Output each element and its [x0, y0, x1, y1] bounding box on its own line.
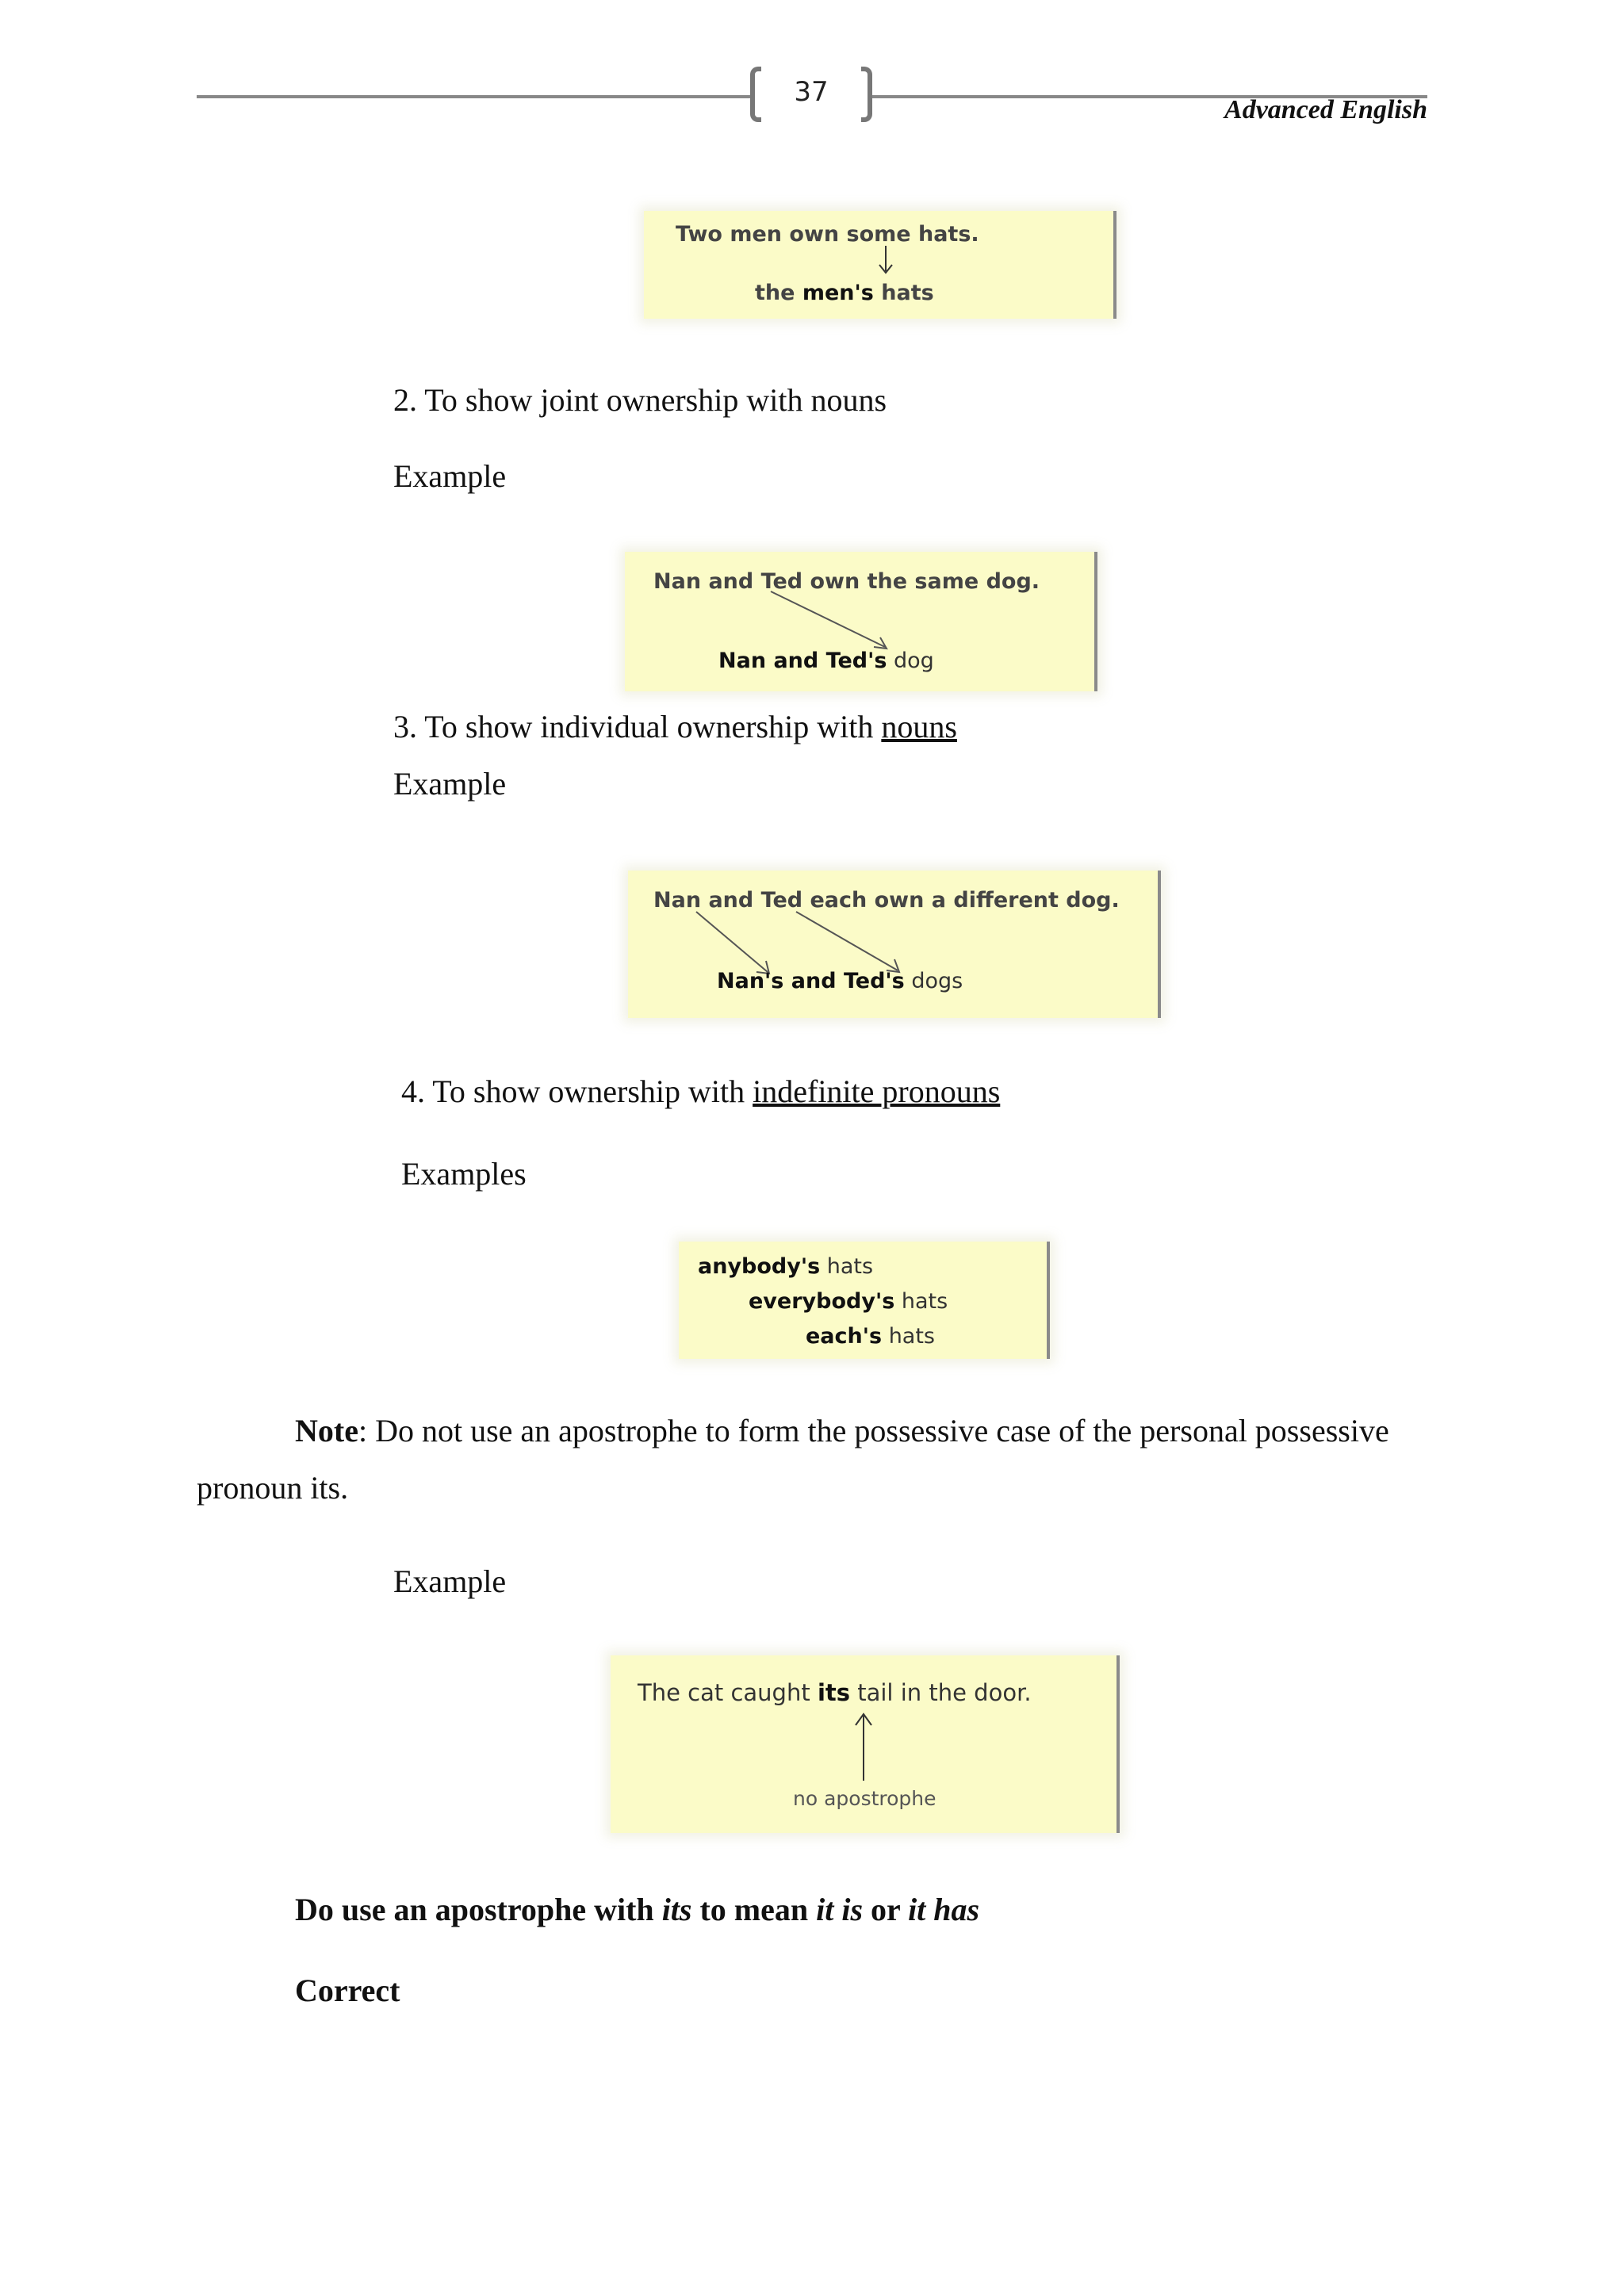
figure-sentence-prefix: The cat caught — [638, 1679, 818, 1706]
diagonal-arrows-icon — [628, 871, 1158, 1018]
figure-sentence: Nan and Ted each own a different dog. — [653, 888, 1120, 913]
rule-it-is: it is — [816, 1892, 864, 1927]
examples-label: Examples — [401, 1156, 527, 1192]
example-label-1: Example — [393, 458, 507, 494]
rule-heading — [295, 1890, 979, 1930]
indefinite-pronouns-link[interactable]: indefinite pronouns — [753, 1073, 1001, 1109]
figure-line-3-bold: each's — [806, 1324, 883, 1349]
figure-result-bold: Nan's and Ted's — [717, 969, 905, 993]
note-paragraph-line-2: pronoun its. — [197, 1470, 349, 1506]
figure-sentence: Nan and Ted own the same dog. — [653, 569, 1040, 594]
figure-sentence: Two men own some hats. — [676, 222, 979, 247]
figure-line-1-suffix: hats — [820, 1254, 874, 1279]
figure-line-3-suffix: hats — [882, 1324, 936, 1349]
figure-result-suffix: dogs — [904, 969, 963, 993]
rule-its: its — [661, 1892, 692, 1927]
note-text: : Do not use an apostrophe to form the possessive case of the personal possessive — [358, 1413, 1389, 1448]
correct-label: Correct — [295, 1973, 400, 2008]
figure-result-suffix: hats — [873, 281, 934, 305]
figure-result — [717, 969, 963, 993]
rule-text-a: Do use an apostrophe with — [295, 1892, 662, 1927]
example-label-3: Example — [393, 1563, 507, 1599]
page-number-bracket-right — [861, 67, 872, 122]
example-figure-joint-ownership — [625, 552, 1097, 691]
figure-caption: no apostrophe — [793, 1787, 936, 1810]
rule-it-has: it has — [908, 1892, 980, 1927]
example-figure-indefinite-pronouns — [679, 1242, 1050, 1359]
list-item-3-text: 3. To show individual ownership with — [393, 709, 882, 744]
figure-line-1-bold: anybody's — [698, 1254, 821, 1279]
page-number-bracket-left — [750, 67, 761, 122]
figure-line-3 — [806, 1324, 935, 1349]
example-label-2: Example — [393, 766, 507, 802]
figure-sentence-suffix: tail in the door. — [850, 1679, 1032, 1706]
list-item-4 — [401, 1072, 1000, 1112]
rule-text-b: to mean — [691, 1892, 817, 1927]
nouns-link[interactable]: nouns — [881, 709, 957, 744]
figure-result-prefix: the — [755, 281, 802, 305]
figure-result — [718, 649, 934, 673]
header-rule-left — [197, 95, 752, 98]
example-figure-its — [611, 1655, 1120, 1833]
figure-result-bold: Nan and Ted's — [718, 649, 887, 673]
note-paragraph-line-1 — [295, 1411, 1389, 1451]
running-header-title: Advanced English — [1224, 95, 1427, 124]
figure-line-2-bold: everybody's — [749, 1289, 895, 1314]
figure-line-2-suffix: hats — [894, 1289, 948, 1314]
figure-result — [755, 281, 934, 305]
figure-sentence-bold: its — [817, 1679, 851, 1706]
list-item-2: 2. To show joint ownership with nouns — [393, 382, 887, 418]
list-item-3 — [393, 707, 957, 747]
page-number: 37 — [794, 76, 829, 108]
figure-result-suffix: dog — [887, 649, 934, 673]
list-item-4-text: 4. To show ownership with — [401, 1073, 753, 1109]
example-figure-individual-ownership — [628, 871, 1161, 1018]
note-label: Note — [295, 1413, 358, 1448]
rule-text-c: or — [863, 1892, 909, 1927]
figure-result-bold: men's — [802, 281, 874, 305]
example-figure-mens-hats — [644, 211, 1116, 319]
figure-line-2 — [749, 1289, 948, 1314]
figure-line-1 — [698, 1254, 873, 1279]
